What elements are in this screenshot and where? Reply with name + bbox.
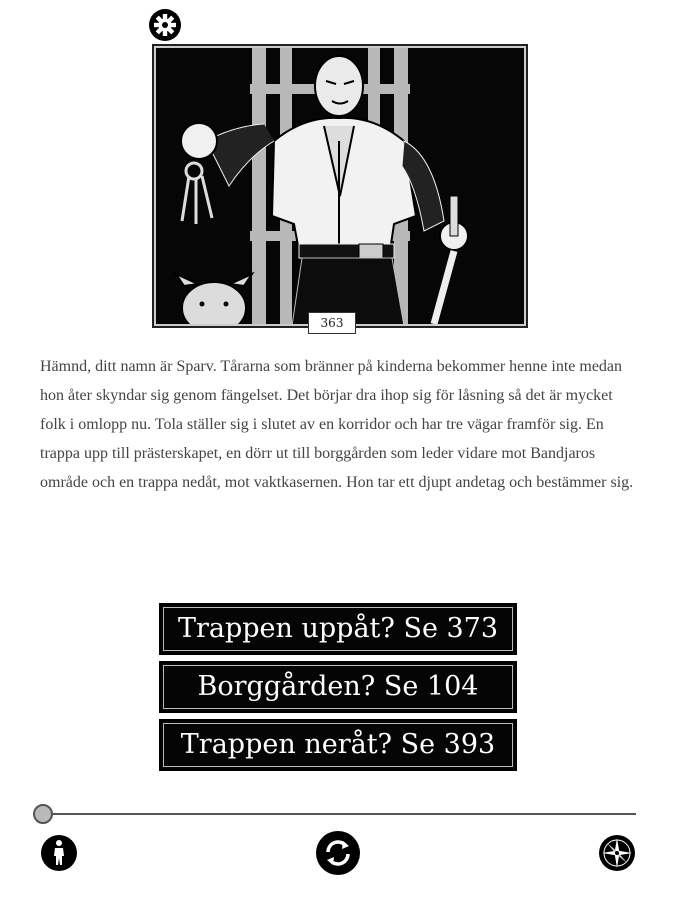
character-button[interactable] bbox=[40, 834, 78, 876]
progress-track[interactable] bbox=[44, 813, 636, 815]
story-illustration bbox=[152, 44, 528, 328]
choice-button-courtyard[interactable]: Borggården? Se 104 bbox=[159, 661, 517, 713]
gear-icon bbox=[148, 8, 182, 42]
story-text: Hämnd, ditt namn är Sparv. Tårarna som bränner på kinderna bekommer henne inte medan hon åter skyndar sig genom fängelset. Det börjar dra ihop sig för låsning så det är mycket folk i omlopp nu. Tola ställer sig i slutet av en korridor och har tre vägar framför sig. En trappa upp till prästerskapet, en dörr ut till borggården som leder vidare mot Bandjaros område och en trappa nedåt, mot vaktkasernen. Hon tar ett djupt andetag och bestämmer sig. bbox=[40, 358, 634, 491]
choice-button-stairs-up[interactable]: Trappen uppåt? Se 373 bbox=[159, 603, 517, 655]
character-icon bbox=[40, 834, 78, 872]
illustration-page-number: 363 bbox=[308, 312, 356, 334]
progress-slider-handle[interactable] bbox=[33, 804, 53, 824]
choice-list bbox=[159, 603, 517, 777]
map-button[interactable] bbox=[598, 834, 636, 876]
restart-icon bbox=[315, 830, 361, 876]
compass-icon bbox=[598, 834, 636, 872]
restart-button[interactable] bbox=[315, 830, 361, 880]
choice-button-stairs-down[interactable]: Trappen neråt? Se 393 bbox=[159, 719, 517, 771]
settings-button[interactable] bbox=[148, 8, 182, 42]
